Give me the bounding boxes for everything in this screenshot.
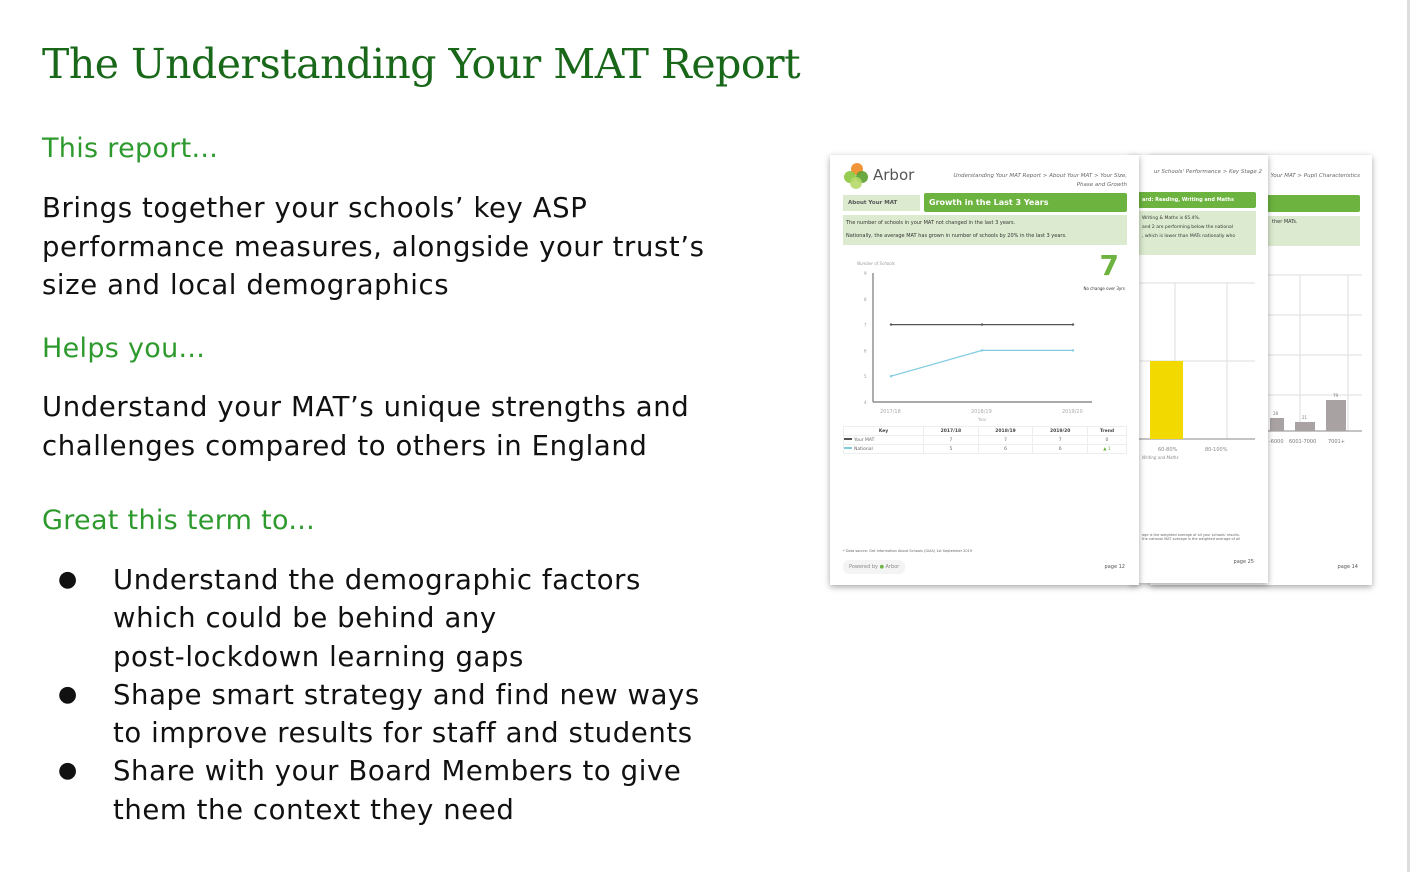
bullet-icon: ● — [58, 567, 78, 592]
table-cell — [844, 436, 924, 445]
bullet-item — [58, 676, 700, 753]
y-tick: 7 — [864, 322, 867, 328]
this-report-text — [42, 189, 705, 305]
tab-about-your-mat: About Your MAT — [843, 195, 920, 211]
axis-title: Writing and Maths — [1142, 455, 1179, 460]
text-line: Brings together your schools’ key ASP — [42, 192, 588, 224]
cell-text: 7 — [1004, 437, 1007, 443]
y-tick: 6 — [864, 348, 867, 354]
powered-by-badge — [843, 560, 905, 574]
note: , which is lower than MATs nationally who — [1142, 234, 1236, 239]
text-line: post-lockdown learning gaps — [113, 640, 524, 673]
x-tick: 2019/20 — [1062, 409, 1083, 415]
text-line: which could be behind any — [113, 602, 497, 635]
footnote-line: age is the weighted average of all your schools' results. — [1142, 533, 1240, 537]
text-line: Shape smart strategy and find new ways — [113, 678, 700, 711]
bar-chart — [1130, 275, 1268, 475]
data-point — [1072, 349, 1074, 351]
cell-text: 2018/19 — [995, 428, 1016, 434]
bullet-list — [58, 561, 700, 829]
x-tick: 2017/18 — [880, 409, 901, 415]
table-cell — [844, 427, 924, 436]
data-point — [890, 375, 892, 377]
slide-title: The Understanding Your MAT Report — [42, 40, 801, 88]
table-cell — [978, 427, 1033, 436]
page-number: page 25 — [1233, 559, 1254, 565]
text-line: challenges compared to others in England — [42, 429, 648, 462]
note: ther MATs. — [1272, 219, 1298, 225]
text-line: to improve results for staff and students — [113, 717, 693, 750]
text-line: performance measures, alongside your trust’s — [42, 230, 705, 263]
heading-helps-you: Helps you... — [42, 333, 206, 364]
data-point — [1072, 323, 1074, 325]
bar — [1150, 361, 1183, 439]
bar-value: 28 — [1273, 411, 1279, 416]
line-chart — [830, 265, 1139, 425]
cell-text: 7 — [1058, 437, 1062, 443]
bar-label: -6000 — [1269, 439, 1284, 445]
table-cell — [924, 427, 979, 436]
text-line: size and local demographics — [42, 269, 450, 301]
y-tick: 5 — [864, 374, 867, 380]
data-point — [981, 349, 983, 351]
cell-text: 6 — [1004, 446, 1007, 452]
big-caption: No change over 3yrs — [1083, 286, 1125, 291]
big-number: 7 — [1099, 249, 1119, 282]
footnote-line: the national MAT average is the weighted average of all — [1142, 537, 1241, 541]
table-cell — [978, 436, 1033, 445]
series-line-national — [891, 350, 1073, 376]
bullet-icon: ● — [58, 681, 78, 707]
note: and 2 are performing below the national — [1142, 225, 1234, 230]
heading-this-report: This report... — [42, 133, 219, 164]
table-cell — [844, 445, 924, 454]
footnote — [1142, 533, 1240, 541]
breadcrumb: Understanding Your MAT Report > About Your MAT > Your Size, Phase and Growth — [953, 173, 1127, 188]
bar-value: 79 — [1333, 393, 1339, 398]
report-page-12 — [830, 155, 1139, 585]
bar — [1270, 418, 1284, 431]
logo-text: Arbor — [873, 166, 915, 184]
legend-swatch — [844, 438, 852, 440]
heading-great-this-term: Great this term to... — [42, 505, 315, 536]
cell-text: National — [854, 446, 873, 452]
bar-value: 21 — [1302, 415, 1308, 420]
x-axis-title: Year — [978, 417, 987, 422]
note-box — [1130, 211, 1256, 255]
bar-label: 7001+ — [1328, 439, 1345, 445]
cell-text: 2017/18 — [940, 428, 962, 434]
breadcrumb: Your MAT > Pupil Characteristics — [1270, 173, 1360, 179]
data-point — [890, 323, 892, 325]
y-axis-title: Number of Schools — [857, 261, 895, 266]
axis-tick: 80-100% — [1205, 447, 1228, 453]
bullet-icon: ● — [58, 758, 78, 784]
text-line: them the context they need — [113, 793, 515, 826]
section-heading: Growth in the Last 3 Years — [924, 193, 1127, 212]
bullet-item — [58, 752, 700, 829]
table-cell — [1087, 445, 1126, 454]
legend-swatch — [844, 447, 852, 449]
cell-text: 0 — [1105, 437, 1109, 443]
bar-label: 6001-7000 — [1289, 439, 1317, 445]
text-line: Understand the demographic factors — [113, 564, 641, 596]
cell-text: 6 — [1058, 446, 1062, 452]
breadcrumb: ur Schools' Performance > Key Stage 2 — [1153, 169, 1262, 175]
table-cell — [1087, 436, 1126, 445]
cell-text: 5 — [949, 446, 953, 452]
table-cell — [1087, 427, 1126, 436]
cell-text: Trend — [1099, 428, 1115, 434]
text-line: Share with your Board Members to give — [113, 755, 682, 788]
data-source: * Data source: Get Information About Schools (GIAS) 1st September 2019 — [843, 549, 973, 553]
report-page-25 — [1130, 155, 1268, 583]
page-number: page 14 — [1337, 564, 1358, 570]
cell-text: 2019/20 — [1049, 428, 1071, 434]
table-cell — [1033, 445, 1088, 454]
powered-brand: Arbor — [885, 564, 900, 570]
y-tick: 9 — [864, 271, 867, 276]
table-cell — [1033, 436, 1088, 445]
data-table — [843, 426, 1127, 454]
table-cell — [924, 445, 979, 454]
note-box — [843, 215, 1127, 245]
note: Writing & Maths is 65.4%. — [1142, 216, 1201, 221]
arbor-mini-icon: ● — [879, 564, 884, 570]
cell-text: 7 — [949, 437, 953, 443]
table-cell — [1033, 427, 1088, 436]
helps-you-text — [42, 388, 689, 465]
page-number: page 12 — [1104, 564, 1125, 570]
text-line: Understand your MAT’s unique strengths and — [42, 391, 690, 423]
cell-text: ▲ 1 — [1103, 446, 1111, 452]
cell-text: Your MAT — [854, 437, 875, 443]
axis-tick: 60-80% — [1158, 447, 1178, 453]
note: The number of schools in your MAT not changed in the last 3 years. — [846, 220, 1016, 226]
table-cell — [978, 445, 1033, 454]
x-tick: 2018/19 — [971, 409, 992, 415]
arbor-logo-icon — [844, 163, 870, 189]
table-cell — [924, 436, 979, 445]
y-tick: 4 — [864, 400, 867, 405]
bar — [1326, 400, 1346, 431]
cell-text: Key — [878, 428, 889, 434]
note: Nationally, the average MAT has grown in number of schools by 20% in the last 3 years. — [846, 233, 1067, 239]
powered-label: Powered by — [849, 564, 878, 570]
y-tick: 8 — [864, 296, 867, 302]
bullet-item — [58, 561, 700, 676]
section-heading: ard: Reading, Writing and Maths — [1130, 192, 1256, 208]
bar — [1295, 422, 1315, 431]
data-point — [981, 323, 983, 325]
